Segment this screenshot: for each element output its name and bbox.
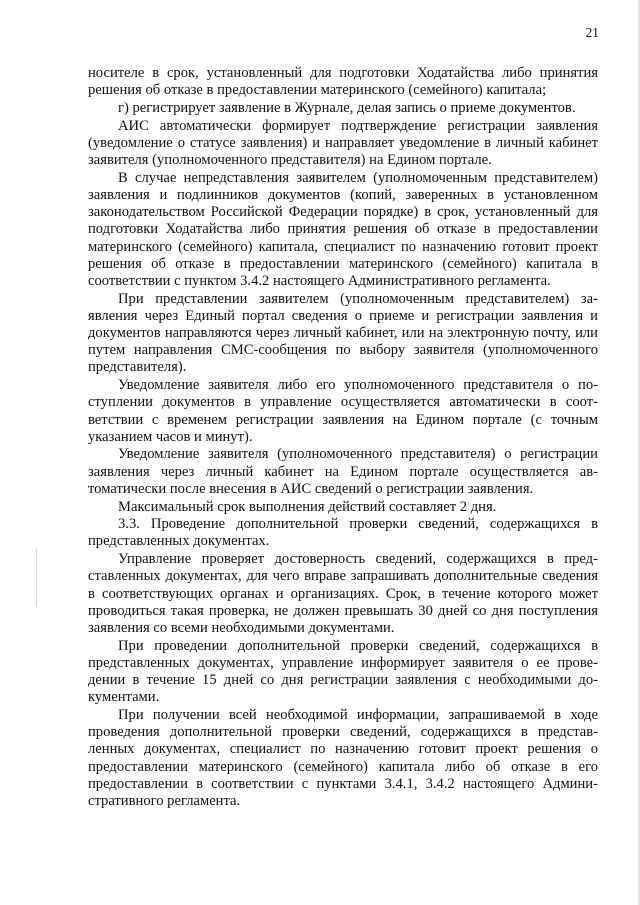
- paragraph: Уведомление заявителя либо его уполномоченного представителя о поступлении документов в управление осуществляется автоматически в соответствии с временем регистрации заявления на Едином портале (с точным указанием часов и минут).: [88, 377, 598, 445]
- paragraph: Управление проверяет достоверность сведений, содержащихся в представленных документах, для чего вправе запрашивать дополнительные сведения в соответствующих органах и организациях. Срок, в течение которого может проводиться такая проверка, не должен превышать 30 дней со дня поступления заявления со всеми необходимыми документами.: [88, 551, 598, 636]
- section-heading: 3.3. Проведение дополнительной проверки сведений, содержащихся в представленных документах.: [88, 516, 598, 550]
- document-body: [88, 65, 598, 810]
- paragraph: АИС автоматически формирует подтверждение регистрации заявления (уведомление о статусе заявления) и направляет уведомление в личный кабинет заявителя (уполномоченного представителя) на Едином портале.: [88, 117, 598, 169]
- paragraph: При проведении дополнительной проверки сведений, содержащихся в представленных документах, управление информирует заявителя о ее проведении в течение 15 дней со дня регистрации заявления с необходимыми документами.: [88, 637, 598, 706]
- paragraph: г) регистрирует заявление в Журнале, делая запись о приеме документов.: [118, 99, 576, 116]
- page-number: 21: [585, 25, 599, 40]
- scan-margin-mark: [36, 548, 37, 606]
- paragraph: носителе в срок, установленный для подготовки Ходатайства либо принятия решения об отказе в предоставлении материнского (семейного) капитала;: [88, 65, 598, 99]
- paragraph: При представлении заявителем (уполномоченным представителем) заявления через Единый портал сведения о приеме и регистрации заявления и документов направляются через личный кабинет, или на электронную почту, или путем направления СМС-сообщения по выбору заявителя (уполномоченного представителя).: [88, 290, 598, 376]
- paragraph: При получении всей необходимой информации, запрашиваемой в ходе проведения дополнительной проверки сведений, содержащихся в представленных документах, специалист по назначению готовит проект решения о предоставлении материнского (семейного) капитала либо об отказе в его предоставлении в соответствии с пунктами 3.4.1, 3.4.2 настоящего Административного регламента.: [88, 707, 598, 810]
- paragraph: В случае непредставления заявителем (уполномоченным представителем) заявления и подлинников документов (копий, заверенных в установленном законодательством Российской Федерации порядке) в срок, установленный для подготовки Ходатайства либо принятия решения об отказе в предоставлении материнского (семейного) капитала, специалист по назначению готовит проект решения об отказе в предоставлении материнского (семейного) капитала в соответствии с пунктом 3.4.2 настоящего Административного регламента.: [88, 169, 598, 289]
- paragraph: Уведомление заявителя (уполномоченного представителя) о регистрации заявления через личный кабинет на Едином портале осуществляется автоматически после внесения в АИС сведений о регистрации заявления.: [88, 446, 598, 497]
- paragraph: Максимальный срок выполнения действий составляет 2 дня.: [118, 498, 497, 515]
